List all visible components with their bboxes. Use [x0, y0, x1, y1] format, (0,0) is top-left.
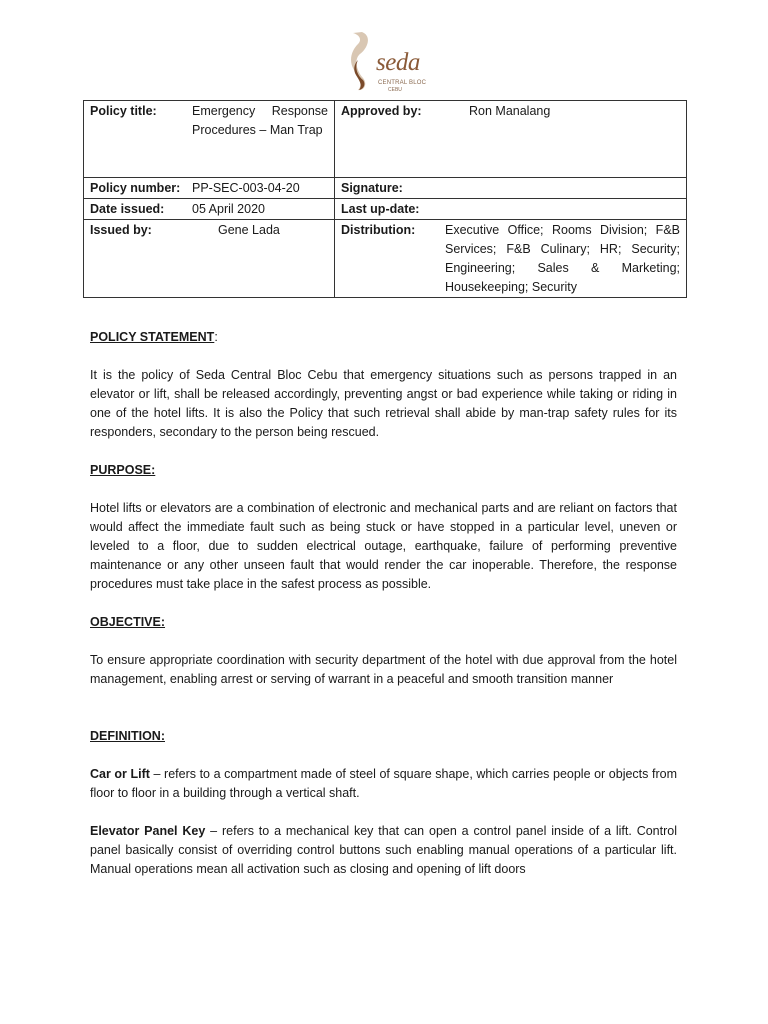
policy-statement-heading-line — [90, 328, 677, 347]
logo-subtitle: CENTRAL BLOC — [378, 80, 427, 86]
policy-number-label: Policy number: — [90, 181, 181, 195]
purpose-heading: PURPOSE: — [90, 463, 156, 477]
definition-text: – refers to a mechanical key that can open a control panel inside of a lift. Control panel basically consist of overriding control buttons such enabling manual operations of a particular lift. Manual operations mean all activation such as closing and opening of lift doors — [90, 824, 677, 876]
heading-colon: : — [214, 330, 218, 344]
definition-text: – refers to a compartment made of steel of square shape, which carries people or objects from floor to floor in a building through a vertical shaft. — [90, 767, 677, 800]
last-update-value — [445, 200, 680, 219]
policy-title-label: Policy title: — [90, 104, 157, 118]
approved-by-cell — [335, 101, 687, 178]
table-row — [84, 199, 687, 220]
last-update-label: Last up-date: — [341, 202, 420, 216]
signature-cell — [335, 178, 687, 199]
date-issued-label: Date issued: — [90, 202, 165, 216]
definition-car-or-lift — [90, 765, 677, 803]
policy-body — [90, 328, 677, 879]
date-issued-value: 05 April 2020 — [192, 202, 265, 216]
logo-city: CEBU — [388, 87, 402, 93]
policy-number-cell — [84, 178, 335, 199]
last-update-cell — [335, 199, 687, 220]
issued-by-label: Issued by: — [90, 223, 152, 237]
approved-by-label: Approved by: — [341, 104, 422, 118]
date-issued-cell — [84, 199, 335, 220]
policy-number-value: PP-SEC-003-04-20 — [192, 181, 300, 195]
definition-heading: DEFINITION: — [90, 729, 165, 743]
objective-heading: OBJECTIVE: — [90, 615, 166, 629]
policy-statement-text: It is the policy of Seda Central Bloc Cebu that emergency situations such as persons trapped in an elevator or lift, shall be released accordingly, preventing angst or bad experience while taking or riding in one of the hotel lifts. It is also the Policy that such retrieval shall abide by man-trap safety rules for its responders, secondary to the person being rescued. — [90, 368, 677, 439]
logo-wordmark: seda — [376, 49, 420, 76]
purpose-text: Hotel lifts or elevators are a combination of electronic and mechanical parts and are reliant on factors that would affect the immediate fault such as being stuck or have stopped in a particular level, uneven or leveled to a floor, due to sudden electrical outage, earthquake, failure of performing preventive maintenance or any other unseen fault that would render the car inoperable. Therefore, the response procedures must take place in the safest process as possible. — [90, 501, 677, 591]
distribution-value: Executive Office; Rooms Division; F&B Services; F&B Culinary; HR; Security; Engineering; Sales & Marketing; Housekeeping; Security — [445, 223, 680, 294]
policy-info-table — [83, 100, 687, 298]
signature-label: Signature: — [341, 181, 403, 195]
signature-value — [445, 179, 680, 198]
definition-term: Car or Lift — [90, 767, 150, 781]
policy-title-cell — [84, 101, 335, 178]
definition-term: Elevator Panel Key — [90, 824, 206, 838]
table-row — [84, 101, 687, 178]
table-row — [84, 178, 687, 199]
issued-by-cell — [84, 220, 335, 298]
distribution-cell — [335, 220, 687, 298]
policy-statement-heading: POLICY STATEMENT — [90, 330, 215, 344]
seda-logo — [350, 30, 430, 96]
issued-by-value: Gene Lada — [218, 223, 280, 237]
table-row — [84, 220, 687, 298]
distribution-label: Distribution: — [341, 223, 416, 237]
approved-by-value: Ron Manalang — [469, 104, 551, 118]
objective-text: To ensure appropriate coordination with security department of the hotel with due approval from the hotel management, enabling arrest or serving of warrant in a peaceful and smooth transition manner — [90, 653, 677, 686]
policy-title-value: Emergency Response Procedures – Man Trap — [192, 104, 328, 137]
definition-elevator-panel-key — [90, 822, 677, 879]
